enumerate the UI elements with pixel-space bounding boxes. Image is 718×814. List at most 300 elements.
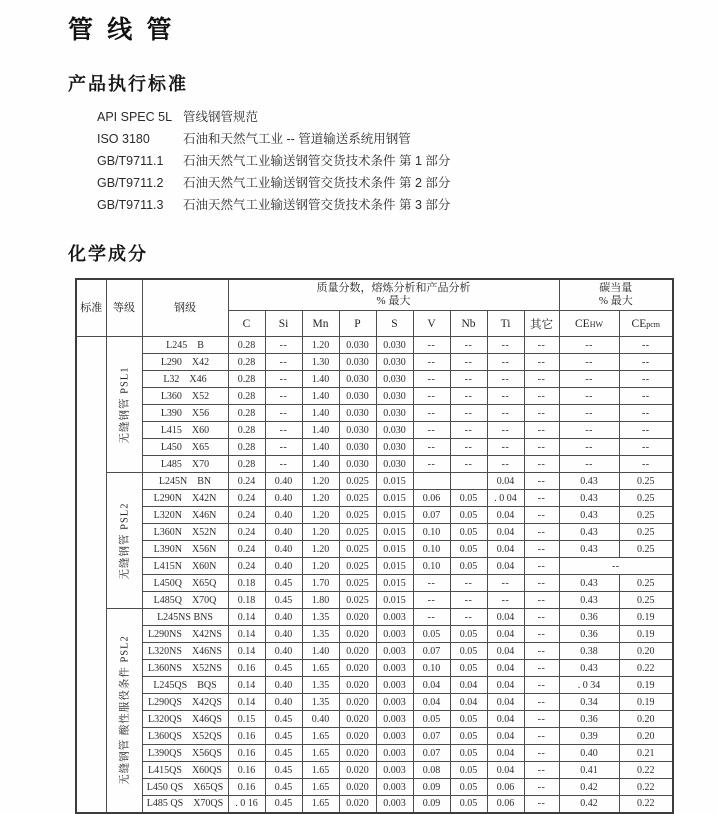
composition-value-cell: --	[450, 388, 487, 405]
ce-value-cell: 0.20	[619, 711, 673, 728]
composition-value-cell: 0.05	[450, 643, 487, 660]
composition-value-cell: 0.015	[376, 507, 413, 524]
composition-value-cell: 0.40	[265, 473, 302, 490]
chemical-composition-table	[75, 278, 674, 814]
composition-value-cell: --	[450, 337, 487, 354]
composition-value-cell: 0.003	[376, 796, 413, 813]
corner-header: 标准	[76, 279, 106, 337]
composition-value-cell: 0.05	[450, 796, 487, 813]
standards-heading: 产品执行标准	[68, 74, 188, 94]
standard-code: GB/T9711.2	[97, 176, 164, 190]
composition-value-cell: 0.030	[376, 456, 413, 473]
composition-value-cell: 0.015	[376, 490, 413, 507]
ce-value-cell: 0.36	[559, 711, 619, 728]
composition-value-cell: --	[524, 439, 559, 456]
composition-value-cell: --	[413, 354, 450, 371]
composition-value-cell: 1.40	[302, 405, 339, 422]
composition-value-cell: 0.04	[487, 558, 524, 575]
steel-grade-cell: L390 X56	[142, 405, 228, 422]
composition-value-cell: --	[487, 592, 524, 609]
composition-value-cell: 0.45	[265, 779, 302, 796]
ce-value-cell: 0.43	[559, 524, 619, 541]
composition-value-cell: --	[450, 422, 487, 439]
composition-value-cell: 0.28	[228, 439, 265, 456]
composition-value-cell: 0.10	[413, 558, 450, 575]
composition-value-cell: --	[265, 422, 302, 439]
composition-value-cell: 0.40	[265, 541, 302, 558]
composition-value-cell: 0.28	[228, 337, 265, 354]
composition-value-cell: --	[524, 405, 559, 422]
composition-value-cell: 0.030	[339, 439, 376, 456]
composition-value-cell: 0.05	[450, 626, 487, 643]
composition-value-cell: 0.18	[228, 575, 265, 592]
composition-value-cell: 0.04	[487, 626, 524, 643]
composition-value-cell: 1.20	[302, 507, 339, 524]
element-column-header: Ti	[487, 311, 524, 337]
composition-value-cell: 0.04	[487, 609, 524, 626]
composition-value-cell: 0.04	[487, 643, 524, 660]
composition-value-cell: 0.40	[265, 558, 302, 575]
composition-value-cell: 1.40	[302, 456, 339, 473]
composition-value-cell: 0.18	[228, 592, 265, 609]
composition-value-cell: 0.04	[487, 728, 524, 745]
composition-value-cell: 0.04	[487, 677, 524, 694]
composition-value-cell: 0.003	[376, 643, 413, 660]
ce-subscript: pcm	[646, 319, 661, 329]
ce-value-cell: 0.19	[619, 677, 673, 694]
composition-value-cell: 0.015	[376, 592, 413, 609]
composition-value-cell: 0.020	[339, 626, 376, 643]
composition-value-cell: 1.40	[302, 388, 339, 405]
composition-value-cell: 0.015	[376, 558, 413, 575]
composition-value-cell: 1.80	[302, 592, 339, 609]
ce-value-cell: 0.19	[619, 609, 673, 626]
standard-code: ISO 3180	[97, 132, 150, 146]
composition-value-cell: --	[524, 677, 559, 694]
composition-value-cell: 0.24	[228, 507, 265, 524]
composition-value-cell: 0.06	[487, 796, 524, 813]
composition-value-cell: --	[487, 456, 524, 473]
steel-grade-cell: L415 X60	[142, 422, 228, 439]
composition-value-cell: 0.015	[376, 575, 413, 592]
composition-value-cell: --	[524, 456, 559, 473]
composition-value-cell: --	[265, 371, 302, 388]
element-column-header: C	[228, 311, 265, 337]
ce-subscript: HW	[589, 319, 604, 329]
composition-value-cell: --	[450, 354, 487, 371]
composition-value-cell: --	[524, 609, 559, 626]
table-header	[76, 279, 673, 337]
composition-value-cell: --	[524, 660, 559, 677]
ce-value-cell: --	[559, 422, 619, 439]
composition-value-cell: --	[487, 439, 524, 456]
composition-value-cell: 0.05	[413, 626, 450, 643]
composition-value-cell: 0.04	[450, 677, 487, 694]
steel-grade-cell: L485 QS X70QS	[142, 796, 228, 813]
grade-group-label-text: 无缝钢管 PSL2	[119, 502, 131, 579]
grade-group-label-text: 无缝钢管 PSL1	[119, 366, 131, 443]
composition-value-cell: --	[450, 456, 487, 473]
ce-value-cell: 0.25	[619, 524, 673, 541]
ce-value-cell: 0.22	[619, 796, 673, 813]
corner-header: 等级	[106, 279, 142, 337]
composition-value-cell: 0.04	[487, 541, 524, 558]
steel-grade-cell: L415N X60N	[142, 558, 228, 575]
composition-value-cell: --	[265, 354, 302, 371]
grade-group-label	[106, 337, 142, 473]
composition-value-cell: 0.030	[376, 388, 413, 405]
steel-grade-cell: L290 X42	[142, 354, 228, 371]
composition-value-cell: 0.04	[487, 507, 524, 524]
composition-value-cell: 0.003	[376, 728, 413, 745]
composition-value-cell: 0.40	[302, 711, 339, 728]
composition-value-cell: 1.20	[302, 337, 339, 354]
composition-value-cell: 0.28	[228, 371, 265, 388]
standard-item	[97, 172, 718, 194]
composition-value-cell: 0.05	[450, 711, 487, 728]
ce-value-cell: --	[619, 456, 673, 473]
composition-value-cell: 0.40	[265, 626, 302, 643]
steel-grade-cell: L320N X46N	[142, 507, 228, 524]
composition-value-cell: --	[487, 371, 524, 388]
element-column-header: P	[339, 311, 376, 337]
composition-value-cell: 1.20	[302, 473, 339, 490]
composition-value-cell: 1.35	[302, 609, 339, 626]
composition-value-cell: 1.20	[302, 541, 339, 558]
composition-value-cell: 0.003	[376, 609, 413, 626]
composition-value-cell: 0.030	[339, 388, 376, 405]
composition-value-cell: 0.04	[450, 694, 487, 711]
steel-grade-cell: L245N BN	[142, 473, 228, 490]
composition-value-cell: 0.020	[339, 762, 376, 779]
composition-value-cell: 0.030	[339, 405, 376, 422]
standard-item	[97, 150, 718, 172]
steel-grade-cell: L360 X52	[142, 388, 228, 405]
composition-value-cell: 0.16	[228, 660, 265, 677]
composition-value-cell: 0.45	[265, 762, 302, 779]
composition-value-cell: 0.015	[376, 524, 413, 541]
composition-value-cell: --	[450, 405, 487, 422]
element-column-header: 其它	[524, 311, 559, 337]
composition-value-cell: --	[413, 575, 450, 592]
element-column-header: S	[376, 311, 413, 337]
composition-value-cell: 0.04	[413, 694, 450, 711]
element-column-header: Mn	[302, 311, 339, 337]
ce-value-cell: 0.22	[619, 660, 673, 677]
composition-value-cell: 1.20	[302, 490, 339, 507]
composition-value-cell: --	[450, 575, 487, 592]
ce-value-cell: 0.40	[559, 745, 619, 762]
composition-value-cell: 0.04	[487, 660, 524, 677]
composition-value-cell: --	[413, 609, 450, 626]
composition-value-cell: 0.14	[228, 626, 265, 643]
composition-value-cell: --	[524, 422, 559, 439]
ce-value-cell: --	[619, 337, 673, 354]
composition-value-cell: 0.025	[339, 541, 376, 558]
composition-value-cell: 1.65	[302, 745, 339, 762]
composition-value-cell: --	[524, 575, 559, 592]
composition-value-cell: 0.24	[228, 524, 265, 541]
composition-value-cell: 0.45	[265, 728, 302, 745]
composition-value-cell: 0.04	[487, 524, 524, 541]
composition-value-cell: 1.35	[302, 694, 339, 711]
composition-value-cell: 1.70	[302, 575, 339, 592]
composition-value-cell: --	[413, 456, 450, 473]
composition-value-cell: 0.40	[265, 694, 302, 711]
composition-value-cell: 0.05	[450, 558, 487, 575]
steel-grade-cell: L485Q X70Q	[142, 592, 228, 609]
ce-value-cell: --	[559, 405, 619, 422]
composition-value-cell: 0.09	[413, 779, 450, 796]
composition-value-cell: --	[524, 626, 559, 643]
composition-value-cell: 0.05	[450, 524, 487, 541]
composition-value-cell: --	[524, 541, 559, 558]
composition-value-cell: 0.10	[413, 541, 450, 558]
composition-value-cell: 0.030	[339, 422, 376, 439]
composition-value-cell: --	[450, 609, 487, 626]
composition-value-cell: 0.40	[265, 609, 302, 626]
steel-grade-cell: L415QS X60QS	[142, 762, 228, 779]
ce-value-cell: --	[619, 354, 673, 371]
ce-value-cell: 0.43	[559, 541, 619, 558]
ce-value-cell: 0.43	[559, 575, 619, 592]
steel-grade-cell: L245 B	[142, 337, 228, 354]
composition-value-cell: 1.40	[302, 643, 339, 660]
ce-value-cell: 0.25	[619, 473, 673, 490]
composition-value-cell: --	[265, 439, 302, 456]
ce-value-cell: 0.42	[559, 779, 619, 796]
composition-value-cell: 0.14	[228, 677, 265, 694]
standard-item	[97, 128, 718, 150]
composition-value-cell: 0.05	[450, 507, 487, 524]
composition-value-cell: 0.40	[265, 507, 302, 524]
composition-value-cell: --	[413, 405, 450, 422]
steel-grade-cell: L290N X42N	[142, 490, 228, 507]
ce-value-cell: --	[559, 388, 619, 405]
ce-value-cell: --	[619, 371, 673, 388]
ce-value-cell: 0.41	[559, 762, 619, 779]
composition-value-cell: 0.020	[339, 609, 376, 626]
chemistry-heading: 化学成分	[68, 244, 148, 264]
standard-desc: 石油天然气工业输送钢管交货技术条件 第 2 部分	[183, 176, 451, 190]
composition-value-cell: 0.05	[450, 728, 487, 745]
composition-value-cell: --	[524, 524, 559, 541]
composition-value-cell: 0.45	[265, 660, 302, 677]
composition-value-cell: 0.45	[265, 711, 302, 728]
ce-value-cell: 0.22	[619, 779, 673, 796]
composition-value-cell: --	[413, 337, 450, 354]
steel-grade-cell: L360N X52N	[142, 524, 228, 541]
composition-value-cell: --	[413, 592, 450, 609]
standard-desc: 管线钢管规范	[183, 110, 259, 124]
composition-value-cell: 0.24	[228, 558, 265, 575]
composition-value-cell: --	[487, 337, 524, 354]
composition-value-cell: 0.025	[339, 473, 376, 490]
steel-grade-cell: L290QS X42QS	[142, 694, 228, 711]
ce-value-cell: 0.43	[559, 473, 619, 490]
standard-desc: 石油天然气工业输送钢管交货技术条件 第 3 部分	[183, 198, 451, 212]
steel-grade-cell: L450 X65	[142, 439, 228, 456]
ce-value-cell: 0.25	[619, 507, 673, 524]
steel-grade-cell: L32 X46	[142, 371, 228, 388]
ce-value-cell: . 0 34	[559, 677, 619, 694]
composition-value-cell: 1.35	[302, 677, 339, 694]
standard-code: API SPEC 5L	[97, 110, 173, 124]
composition-value-cell: 0.05	[413, 711, 450, 728]
composition-value-cell: --	[524, 796, 559, 813]
corner-header: 钢级	[142, 279, 228, 337]
composition-value-cell: 0.030	[376, 439, 413, 456]
composition-value-cell: --	[524, 371, 559, 388]
ce-value-cell: --	[619, 422, 673, 439]
composition-value-cell: 0.020	[339, 643, 376, 660]
composition-value-cell: 1.35	[302, 626, 339, 643]
ce-value-cell: --	[559, 456, 619, 473]
composition-value-cell: 0.15	[228, 711, 265, 728]
carbon-equivalent-header: 碳当量 % 最大	[559, 279, 673, 311]
composition-value-cell: 0.030	[339, 371, 376, 388]
composition-value-cell: 1.40	[302, 439, 339, 456]
composition-value-cell: --	[524, 558, 559, 575]
standard-column-cell	[76, 337, 106, 813]
ce-value-cell: --	[619, 405, 673, 422]
composition-value-cell: . 0 04	[487, 490, 524, 507]
composition-value-cell: --	[524, 388, 559, 405]
composition-value-cell: --	[265, 337, 302, 354]
steel-grade-cell: L450 QS X65QS	[142, 779, 228, 796]
ce-value-cell: 0.25	[619, 541, 673, 558]
steel-grade-cell: L320QS X46QS	[142, 711, 228, 728]
composition-value-cell: 0.003	[376, 694, 413, 711]
composition-value-cell: 0.16	[228, 745, 265, 762]
ce-value-cell: --	[559, 558, 673, 575]
ce-value-cell: 0.25	[619, 575, 673, 592]
composition-value-cell: --	[487, 405, 524, 422]
standard-item	[97, 194, 718, 216]
composition-value-cell: --	[265, 456, 302, 473]
composition-value-cell: 0.16	[228, 728, 265, 745]
composition-value-cell: --	[413, 388, 450, 405]
composition-value-cell: 0.08	[413, 762, 450, 779]
composition-value-cell: 0.28	[228, 405, 265, 422]
standard-code: GB/T9711.1	[97, 154, 164, 168]
composition-value-cell: 0.07	[413, 507, 450, 524]
mass-fraction-header: 质量分数，熔炼分析和产品分析 % 最大	[228, 279, 559, 311]
composition-value-cell: 0.030	[376, 337, 413, 354]
ce-value-cell: 0.36	[559, 609, 619, 626]
steel-grade-cell: L245QS BQS	[142, 677, 228, 694]
ce-value-cell: 0.21	[619, 745, 673, 762]
composition-value-cell: --	[524, 643, 559, 660]
ce-value-cell: --	[619, 388, 673, 405]
composition-value-cell: 0.020	[339, 796, 376, 813]
composition-value-cell: 0.025	[339, 524, 376, 541]
standards-list	[97, 106, 718, 216]
composition-value-cell: 0.003	[376, 677, 413, 694]
composition-value-cell: 0.003	[376, 745, 413, 762]
composition-value-cell: --	[487, 422, 524, 439]
element-column-header: Nb	[450, 311, 487, 337]
composition-value-cell: --	[450, 439, 487, 456]
composition-value-cell: 0.06	[487, 779, 524, 796]
composition-value-cell: 0.020	[339, 694, 376, 711]
composition-value-cell: 0.030	[339, 456, 376, 473]
ce-value-cell: 0.20	[619, 728, 673, 745]
composition-value-cell: 1.65	[302, 762, 339, 779]
composition-value-cell: 0.16	[228, 762, 265, 779]
composition-value-cell: 0.05	[450, 660, 487, 677]
composition-value-cell: 0.05	[450, 541, 487, 558]
composition-value-cell: 0.04	[487, 694, 524, 711]
steel-grade-cell: L450Q X65Q	[142, 575, 228, 592]
ce-value-cell: 0.22	[619, 762, 673, 779]
composition-value-cell: 0.05	[450, 745, 487, 762]
composition-value-cell: 0.16	[228, 779, 265, 796]
composition-value-cell: 0.40	[265, 490, 302, 507]
composition-value-cell: 0.04	[487, 745, 524, 762]
composition-value-cell: . 0 16	[228, 796, 265, 813]
composition-value-cell: 0.24	[228, 490, 265, 507]
ce-value-cell: 0.43	[559, 507, 619, 524]
steel-grade-cell: L360NS X52NS	[142, 660, 228, 677]
composition-value-cell	[450, 473, 487, 490]
steel-grade-cell: L390N X56N	[142, 541, 228, 558]
composition-value-cell: 0.40	[265, 643, 302, 660]
steel-grade-cell: L485 X70	[142, 456, 228, 473]
composition-value-cell: --	[524, 473, 559, 490]
ce-value-cell: 0.42	[559, 796, 619, 813]
composition-value-cell: 0.14	[228, 643, 265, 660]
composition-value-cell: 0.10	[413, 660, 450, 677]
composition-value-cell: 1.65	[302, 728, 339, 745]
composition-value-cell: --	[413, 422, 450, 439]
composition-value-cell: 0.020	[339, 779, 376, 796]
composition-value-cell: --	[450, 592, 487, 609]
composition-value-cell: 0.07	[413, 643, 450, 660]
steel-grade-cell: L390QS X56QS	[142, 745, 228, 762]
composition-value-cell: --	[524, 762, 559, 779]
composition-value-cell: 0.003	[376, 626, 413, 643]
composition-value-cell: --	[524, 779, 559, 796]
ce-value-cell: 0.43	[559, 592, 619, 609]
composition-value-cell: 0.030	[376, 354, 413, 371]
composition-value-cell: --	[524, 490, 559, 507]
composition-value-cell: --	[450, 371, 487, 388]
composition-value-cell: 0.025	[339, 592, 376, 609]
composition-value-cell: 1.65	[302, 660, 339, 677]
composition-value-cell: --	[524, 711, 559, 728]
composition-value-cell: 0.07	[413, 728, 450, 745]
composition-value-cell: 1.40	[302, 422, 339, 439]
grade-group-label	[106, 609, 142, 813]
ce-value-cell: 0.43	[559, 660, 619, 677]
ce-value-cell: 0.19	[619, 694, 673, 711]
composition-value-cell: 0.003	[376, 711, 413, 728]
composition-value-cell: 0.28	[228, 456, 265, 473]
steel-grade-cell: L290NS X42NS	[142, 626, 228, 643]
composition-value-cell: 1.20	[302, 558, 339, 575]
ce-value-cell: --	[559, 371, 619, 388]
composition-value-cell: 0.025	[339, 558, 376, 575]
element-column-header: Si	[265, 311, 302, 337]
composition-value-cell	[413, 473, 450, 490]
composition-value-cell: 0.030	[376, 371, 413, 388]
composition-value-cell: 0.030	[339, 354, 376, 371]
standard-item	[97, 106, 718, 128]
composition-value-cell: --	[265, 388, 302, 405]
grade-group-label	[106, 473, 142, 609]
composition-value-cell: 0.04	[413, 677, 450, 694]
